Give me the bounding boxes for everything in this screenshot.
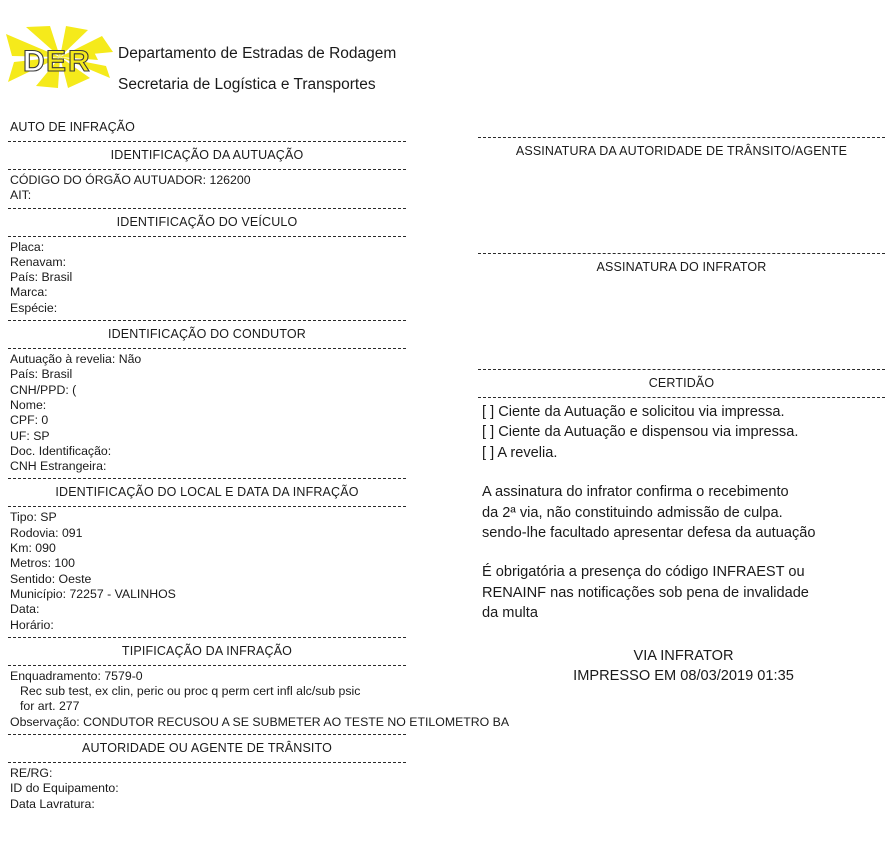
section-fields-veiculo xyxy=(8,237,406,320)
field-line: CÓDIGO DO ÓRGÃO AUTUADOR: 126200 xyxy=(10,173,251,187)
certidao-body xyxy=(478,398,885,686)
field-line: for art. 277 xyxy=(20,699,80,714)
signature-field-offender[interactable] xyxy=(478,281,885,369)
certidao-option-checkbox[interactable]: [ ] Ciente da Autuação e dispensou via impressa. xyxy=(482,424,799,441)
field-line: Metros: 100 xyxy=(10,556,75,571)
section-heading-veiculo: IDENTIFICAÇÃO DO VEÍCULO xyxy=(116,214,298,229)
field-line: Data Lavratura: xyxy=(10,796,95,811)
section-fields-autoridade xyxy=(8,763,406,816)
right-column xyxy=(478,112,885,686)
section-fields-local-data xyxy=(8,507,406,636)
header-title-group xyxy=(118,38,518,100)
der-logo xyxy=(6,26,114,88)
field-line: UF: SP xyxy=(10,428,50,443)
section-heading-certidao: CERTIDÃO xyxy=(648,376,715,390)
field-line: Placa: xyxy=(10,239,45,254)
signature-field-authority[interactable] xyxy=(478,165,885,253)
certidao-paragraph-line: RENAINF nas notificações sob pena de invalidade xyxy=(482,584,809,601)
svg-text:D: D xyxy=(23,45,45,78)
section-fields-tipificacao xyxy=(8,666,510,734)
certidao-paragraph-line: da multa xyxy=(482,605,538,622)
field-line: CNH Estrangeira: xyxy=(10,459,107,474)
section-heading-autoridade: AUTORIDADE OU AGENTE DE TRÂNSITO xyxy=(82,741,332,756)
header-title-line-2: Secretaria de Logística e Transportes xyxy=(118,76,376,93)
spacer xyxy=(482,463,885,482)
field-line: RE/RG: xyxy=(10,766,53,781)
field-line: Doc. Identificação: xyxy=(10,443,112,458)
field-line: Rodovia: 091 xyxy=(10,525,83,540)
section-heading-tipificacao: TIPIFICAÇÃO DA INFRAÇÃO xyxy=(121,643,293,658)
section-heading-condutor: IDENTIFICAÇÃO DO CONDUTOR xyxy=(108,327,306,342)
field-line: CPF: 0 xyxy=(10,413,49,428)
field-line: AIT: xyxy=(10,188,32,203)
field-line: Autuação à revelia: Não xyxy=(10,352,142,367)
svg-text:E: E xyxy=(46,45,67,78)
field-line: Renavam: xyxy=(10,254,67,269)
certidao-paragraph-line: É obrigatória a presença do código INFRAEST ou xyxy=(482,564,805,581)
header-title-line-1: Departamento de Estradas de Rodagem xyxy=(118,45,397,62)
section-heading-assinatura-infrator: ASSINATURA DO INFRATOR xyxy=(596,260,767,274)
section-fields-autuacao xyxy=(8,170,406,208)
spacer xyxy=(482,543,885,562)
field-line: País: Brasil xyxy=(10,270,73,285)
via-infrator-label: VIA INFRATOR xyxy=(633,647,734,664)
certidao-option-checkbox[interactable]: [ ] A revelia. xyxy=(482,444,558,461)
field-line: Município: 72257 - VALINHOS xyxy=(10,586,176,601)
field-line: Km: 090 xyxy=(10,541,56,556)
field-line: Enquadramento: 7579-0 xyxy=(10,668,143,683)
field-line-observacao: Observação: CONDUTOR RECUSOU A SE SUBMETER AO TESTE NO ETILOMETRO BA xyxy=(10,714,510,729)
section-fields-condutor xyxy=(8,349,406,478)
section-heading-assinatura-autoridade: ASSINATURA DA AUTORIDADE DE TRÂNSITO/AGENTE xyxy=(515,144,848,158)
field-line: País: Brasil xyxy=(10,367,73,382)
certidao-paragraph-line: da 2ª via, não constituindo admissão de culpa. xyxy=(482,504,783,521)
page-title: AUTO DE INFRAÇÃO xyxy=(10,120,135,134)
field-line: Nome: xyxy=(10,397,47,412)
field-line: Tipo: SP xyxy=(10,510,57,525)
field-line: Espécie: xyxy=(10,300,58,315)
document-header xyxy=(0,0,893,112)
printed-timestamp: IMPRESSO EM 08/03/2019 01:35 xyxy=(573,668,794,685)
certidao-option-checkbox[interactable]: [ ] Ciente da Autuação e solicitou via impressa. xyxy=(482,404,785,420)
field-line: CNH/PPD: ( xyxy=(10,382,77,397)
field-line: Rec sub test, ex clin, peric ou proc q perm cert infl alc/sub psic xyxy=(20,684,361,699)
field-line: Sentido: Oeste xyxy=(10,571,92,586)
field-line: Horário: xyxy=(10,617,54,632)
field-line: Marca: xyxy=(10,285,48,300)
field-line: ID do Equipamento: xyxy=(10,781,119,796)
section-heading-autuacao: IDENTIFICAÇÃO DA AUTUAÇÃO xyxy=(110,148,304,162)
svg-text:R: R xyxy=(68,45,90,78)
via-infrator-block xyxy=(482,624,885,687)
field-line: Data: xyxy=(10,602,40,617)
section-heading-local-data: IDENTIFICAÇÃO DO LOCAL E DATA DA INFRAÇÃO xyxy=(55,485,359,500)
certidao-paragraph-line: sendo-lhe facultado apresentar defesa da autuação xyxy=(482,525,816,542)
certidao-paragraph-line: A assinatura do infrator confirma o recebimento xyxy=(482,484,789,501)
